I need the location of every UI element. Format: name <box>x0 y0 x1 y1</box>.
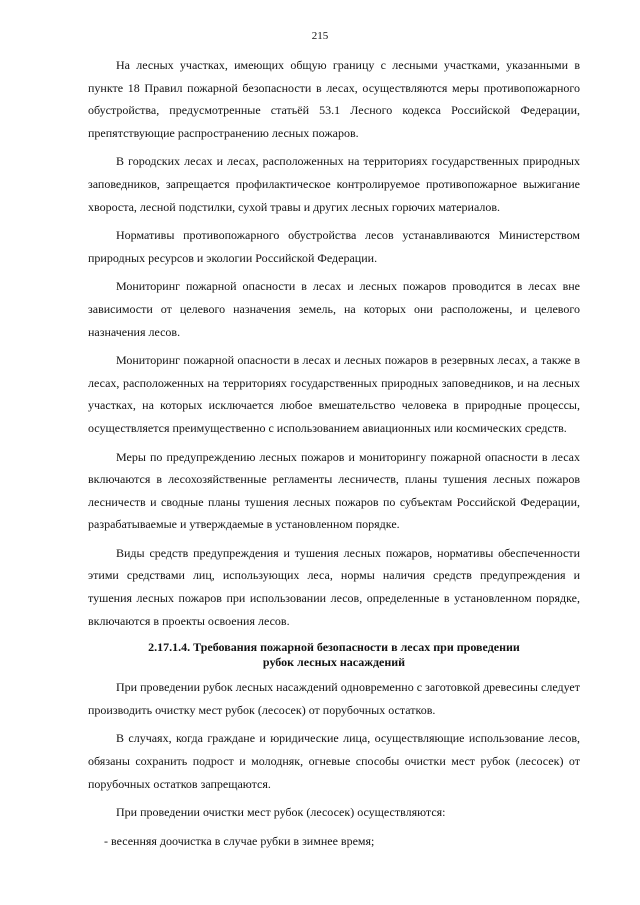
paragraph: Меры по предупреждению лесных пожаров и мониторингу пожарной опасности в лесах включаются в лесохозяйственные регламенты лесничеств, планы тушения лесных пожаров лесничеств и сводные планы тушения лесных пожаров по субъектам Российской Федерации, разрабатываемые и утверждаемые в установленном порядке. <box>88 449 580 532</box>
paragraph: Мониторинг пожарной опасности в лесах и лесных пожаров в резервных лесах, а также в лесах, расположенных на территориях государственных природных заповедников, и на лесных участках, на которых исключается любое вмешательство человека в природные процессы, осуществляется преимущественно с использованием авиационных или космических средств. <box>88 353 580 435</box>
paragraph: Мониторинг пожарной опасности в лесах и лесных пожаров проводится в лесах вне зависимости от целевого назначения земель, на которых они расположены, и целевого назначения лесов. <box>88 279 580 339</box>
paragraph: В городских лесах и лесах, расположенных на территориях государственных природных заповедников, запрещается профилактическое контролируемое противопожарное выжигание хвороста, лесной подстилки, сухой травы и других лесных горючих материалов. <box>88 154 580 214</box>
document-body <box>88 54 580 852</box>
page-number: 215 <box>311 30 329 42</box>
paragraph: Виды средств предупреждения и тушения лесных пожаров, нормативы обеспеченности этими средствами лиц, использующих леса, нормы наличия средств предупреждения и тушения лесных пожаров при использовании лесов, определенные в установленном порядке, включаются в проекты освоения лесов. <box>88 545 580 628</box>
section-heading-line-1: 2.17.1.4. Требования пожарной безопасности в лесах при проведении <box>148 640 520 655</box>
section-heading <box>88 640 580 670</box>
list-item: - весенняя доочистка в случае рубки в зимнее время; <box>104 833 375 848</box>
paragraph: При проведении очистки мест рубок (лесосек) осуществляются: <box>116 805 446 820</box>
paragraph: В случаях, когда граждане и юридические лица, осуществляющие использование лесов, обязаны сохранить подрост и молодняк, огневые способы очистки мест рубок (лесосек) от порубочных остатков запрещаются. <box>88 731 580 791</box>
paragraph: Нормативы противопожарного обустройства лесов устанавливаются Министерством природных ресурсов и экологии Российской Федерации. <box>88 228 580 265</box>
section-heading-line-2: рубок лесных насаждений <box>262 655 406 670</box>
paragraph: При проведении рубок лесных насаждений одновременно с заготовкой древесины следует производить очистку мест рубок (лесосек) от порубочных остатков. <box>88 680 580 717</box>
paragraph: На лесных участках, имеющих общую границу с лесными участками, указанными в пункте 18 Правил пожарной безопасности в лесах, осуществляются меры противопожарного обустройства, предусмотренные статьёй 53.1 Лесного кодекса Российской Федерации, препятствующие распространению лесных пожаров. <box>88 58 580 140</box>
